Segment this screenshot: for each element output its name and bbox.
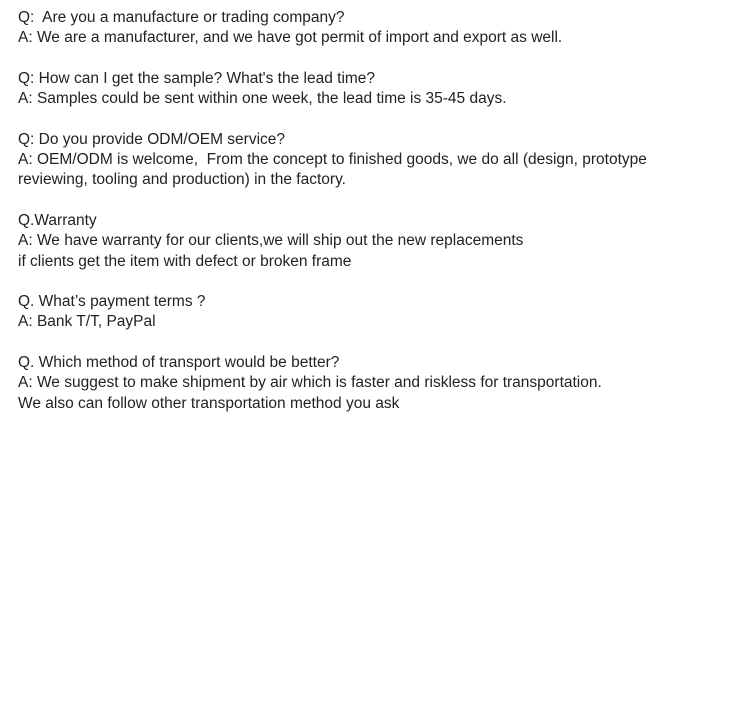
faq-question: Q: How can I get the sample? What's the lead time? — [18, 69, 376, 87]
faq-answer: A: We are a manufacturer, and we have got permit of import and export as well. — [18, 29, 563, 47]
faq-question: Q.Warranty — [18, 211, 97, 229]
faq-section — [18, 8, 738, 434]
faq-item-sample — [18, 69, 738, 110]
faq-question: Q: Are you a manufacture or trading company? — [18, 9, 345, 26]
faq-answer-continued: reviewing, tooling and production) in the factory. — [18, 171, 346, 189]
faq-item-warranty — [18, 211, 738, 272]
faq-answer: A: Samples could be sent within one week, the lead time is 35-45 days. — [18, 90, 507, 108]
faq-answer: A: We suggest to make shipment by air which is faster and riskless for transportation. — [18, 374, 602, 392]
faq-answer: A: We have warranty for our clients,we will ship out the new replacements — [18, 232, 524, 250]
faq-answer: A: Bank T/T, PayPal — [18, 313, 156, 331]
faq-item-odm-oem — [18, 130, 738, 191]
faq-answer: A: OEM/ODM is welcome, From the concept to finished goods, we do all (design, prototype — [18, 151, 647, 169]
faq-answer-continued: if clients get the item with defect or broken frame — [18, 252, 352, 270]
faq-question: Q. Which method of transport would be better? — [18, 354, 340, 372]
faq-answer-continued: We also can follow other transportation method you ask — [18, 394, 400, 412]
faq-question: Q. What’s payment terms ? — [18, 293, 206, 311]
faq-item-payment — [18, 292, 738, 333]
faq-item-manufacturer — [18, 8, 738, 49]
faq-item-transport — [18, 353, 738, 414]
faq-question: Q: Do you provide ODM/OEM service? — [18, 130, 286, 148]
